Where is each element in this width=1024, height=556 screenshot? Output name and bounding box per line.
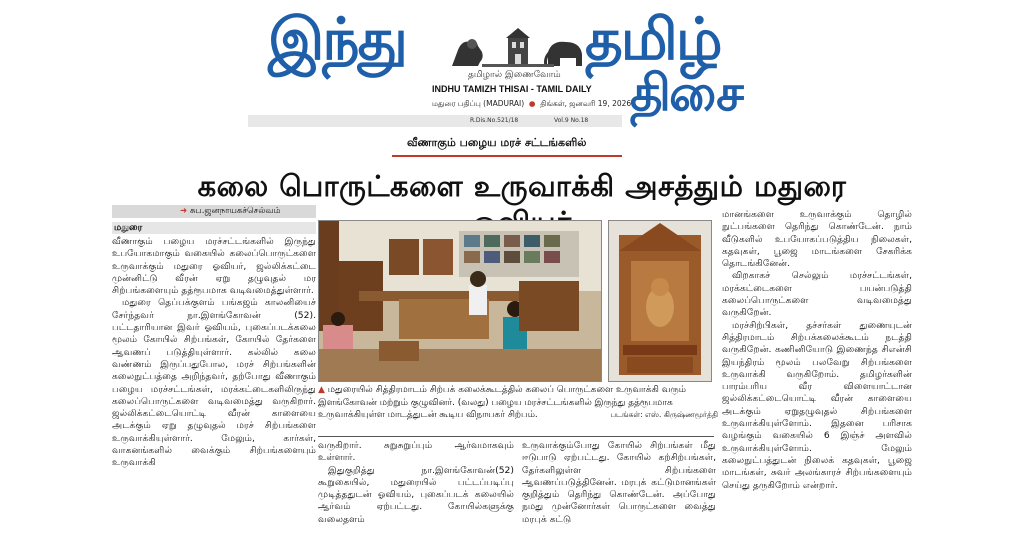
paragraph: இதுகுறித்து நா.இளங்கோவன்(52) கூறுகையில், மதுரையில் பட்டப்படிப்பு முடித்ததுடன் ஓவியம், புகைப்படக் கலையில் ஆர்வம் ஏற்பட்டது. கோயில்களுக்கு வலைதளம் [318,464,514,525]
byline-author: சுப.ஜனநாயகச்செல்வம் [189,206,281,216]
workshop-photo [318,220,602,382]
caption-arrow-icon: ▲ [318,385,325,395]
article-column-2 [318,440,514,526]
kicker-underline [392,155,622,157]
article-column-3 [522,440,716,526]
dateline-box [112,222,316,234]
article-column-1 [112,236,316,470]
separator-dot: ● [526,99,538,108]
paragraph: வருகிறார். சுறுசுறுப்பும் ஆர்வமாகவும் உள்ளார். [318,440,514,464]
caption-text: மதுரையில் சித்திரமாடம் சிற்பக் கலைக்கூடத்தில் கலைப் பொருட்களை உருவாக்கி வரும் இளங்கோவன் மற்றும் குழுவினர். (வலது) பழைய மரச்சட்டங்களில் இருந்து தத்ரூபமாக உருவாக்கியுள்ள மாடத்துடன் கூடிய விநாயகர் சிற்பம். [318,385,686,420]
article-kicker: வீணாகும் பழைய மரச் சட்டங்களில் [407,136,587,149]
photo-credit: படங்கள்: எஸ். கிருஷ்ணமூர்த்தி [610,410,718,419]
article-column-4 [722,209,912,492]
dateline-city: மதுரை [114,223,143,233]
masthead-title-right-2: திசை [630,64,742,122]
edition-name: மதுரை பதிப்பு (MADURAI) [432,99,525,108]
masthead-title-right: தமிழ் [585,5,721,73]
paragraph: மானங்களை உருவாக்கும் தொழில் நுட்பங்களை தெரிந்து கொண்டேன். நாம் வீடுகளில் உபயோகப்படுத்திய நிலைகள், கதவுகள், பூஜை மாடங்களை சேகரிக்க தொடங்கினேன். [722,209,912,270]
volume-number: Vol.9 No.18 [554,117,589,124]
byline [180,206,280,217]
masthead-title-left: இந்து [268,5,406,73]
edition-dateline [432,99,631,109]
paragraph: மரச்சிற்பிகள், தச்சர்கள் துணையுடன் சித்திரமாடம் சிற்பக்கலைக்கூடம் நடத்தி வருகிறேன். கணினியோடு இணைந்த சிஎன்சி இயந்திரம் மூலம் பலவேறு சிற்பங்களை உருவாக்கி வருகிறோம். தமிழர்களின் பாரம்பரிய வீர விளையாட்டான ஜல்லிக்கட்டையொட்டி வீரன் காளையை அடக்கும் ஏறுதழுவுதல் சிற்பங்களை உருவாக்கியுள்ளோம். இதனை பரிசாக வழங்கும் வகையில் 6 இஞ்ச் அளவில் உருவாக்கியுள்ளோம். மேலும் கலைநுட்பத்துடன் நிலைக் கதவுகள், பூஜை மாடங்கள், சுவர் அலங்காரச் சிற்பங்களையும் செய்து தருகிறோம் என்றார். [722,319,912,491]
masthead-emblem [448,28,588,72]
photo-caption [318,384,718,422]
paragraph: உருவாக்கும்போது கோயில் சிற்பங்கள் மீது ஈடுபாடு ஏற்பட்டது. கோயில் கற்சிற்பங்கள், தேர்களிலுள்ள சிற்பங்களை ஆவணப்படுத்தினேன். மரபுக் கட்டுமானங்கள் குறித்தும் தெரிந்து கொண்டேன். அப்போது நமது முன்னோர்கள் பொருட்களை வைத்து மரபுக் கட்டு [522,440,716,525]
vinayagar-sculpture-photo [608,220,712,382]
byline-arrow-icon: ➜ [180,206,190,216]
registration-number: R.Dis.No.521/18 [470,117,519,124]
caption-divider [318,436,714,437]
masthead-english-name: INDHU TAMIZH THISAI - TAMIL DAILY [432,84,592,94]
paragraph: மதுரை தெப்பக்குளம் பங்கஜம் காலனியைச் சேர்ந்தவர் நா.இளங்கோவன் (52). பட்டதாரியான இவர் ஓவியம், புகைப்படக்கலை மூலம் கோயில் சிற்பங்கள், கோயில் தேர்களை ஆவணப் படுத்தியுள்ளார். கல்லில் கலை வண்ணம் இருப்பதுபோல, மரச் சிற்பங்களின் கலைநுட்பத்தை அறிந்தவர், தற்போது வீணாகும் பழைய மரச்சட்டங்கள், மரக்கட்டைகளிலிருந்து கலைப்பொருட்களை வடிவமைத்து வருகிறார். ஜல்லிக்கட்டையொட்டி வீரன் காளையை அடக்கும் ஏறு தழுவுதல் மரச் சிற்பங்களை உருவாக்கியுள்ளார். மேலும், கார்கள், வாகனங்களில் வைக்கும் சிற்பங்களையும் உருவாக்கி [112,297,316,469]
issue-date: திங்கள், ஜனவரி 19, 2026 [540,99,632,108]
masthead-tagline: தமிழால் இணைவோம் [468,70,561,80]
registration-strip [248,115,622,127]
article-headline: கலை பொருட்களை உருவாக்கி அசத்தும் மதுரை [197,169,847,203]
paragraph: விறகாகச் செல்லும் மரச்சட்டங்கள், மரக்கட்டைகளை பயன்படுத்தி கலைப்பொருட்களை வடிவமைத்து வருகிறேன். [722,270,912,319]
paragraph: வீணாகும் பழைய மரச்சட்டங்களில் இருந்து உபயோகமாகும் வகையில் கலைப்பொருட்களை உருவாக்கும் மதுரை ஓவியர், ஜல்லிக்கட்டை முன்னிட்டு வீரன் ஏறு தழுவுதல் மர சிற்பங்களையும் தத்ரூபமாக வடிவமைத்துள்ளார். [112,236,316,297]
